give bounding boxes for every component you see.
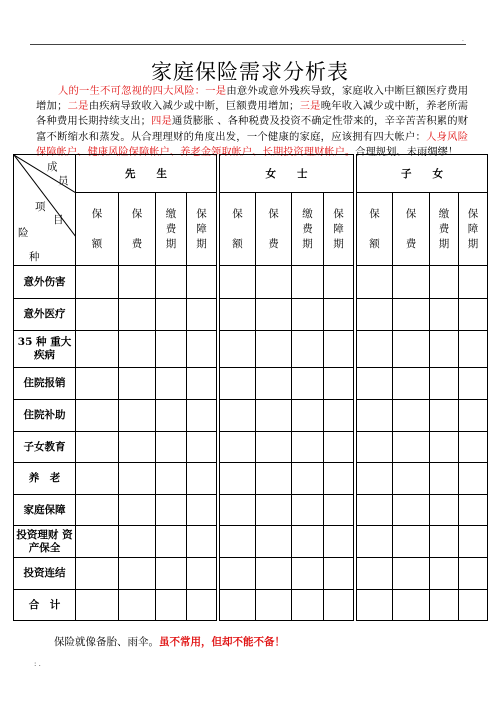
subheader-coverage-term: 保 障 期 <box>187 193 217 266</box>
input-cell[interactable] <box>324 432 354 463</box>
input-cell[interactable] <box>220 368 256 400</box>
input-cell[interactable] <box>459 266 488 299</box>
input-cell[interactable] <box>187 331 217 368</box>
row-label: 意外医疗 <box>14 299 76 331</box>
input-cell[interactable] <box>357 400 393 432</box>
input-cell[interactable] <box>256 432 292 463</box>
input-cell[interactable] <box>357 558 393 590</box>
subheader-premium: 保 费 <box>393 193 430 266</box>
input-cell[interactable] <box>324 400 354 432</box>
input-cell[interactable] <box>220 526 256 558</box>
subheader-payment-term: 缴 费 期 <box>292 193 324 266</box>
input-cell[interactable] <box>292 331 324 368</box>
input-cell[interactable] <box>324 526 354 558</box>
input-cell[interactable] <box>357 266 393 299</box>
table-row <box>14 368 488 400</box>
input-cell[interactable] <box>119 299 156 331</box>
intro-risk-2-label: 二是 <box>67 100 89 113</box>
input-cell[interactable] <box>393 331 430 368</box>
input-cell[interactable] <box>76 558 119 590</box>
input-cell[interactable] <box>459 368 488 400</box>
subheader-sum-insured: 保 额 <box>220 193 256 266</box>
input-cell[interactable] <box>256 266 292 299</box>
input-cell[interactable] <box>430 299 459 331</box>
member-header-wife: 女 士 <box>220 155 354 193</box>
input-cell[interactable] <box>459 331 488 368</box>
input-cell[interactable] <box>357 368 393 400</box>
input-cell[interactable] <box>187 526 217 558</box>
input-cell[interactable] <box>292 266 324 299</box>
input-cell[interactable] <box>459 495 488 526</box>
input-cell[interactable] <box>220 432 256 463</box>
input-cell[interactable] <box>357 299 393 331</box>
input-cell[interactable] <box>156 432 187 463</box>
table-row <box>14 590 488 621</box>
input-cell[interactable] <box>187 590 217 621</box>
input-cell[interactable] <box>220 463 256 495</box>
member-header-children: 子 女 <box>357 155 488 193</box>
input-cell[interactable] <box>76 299 119 331</box>
input-cell[interactable] <box>156 526 187 558</box>
input-cell[interactable] <box>393 558 430 590</box>
input-cell[interactable] <box>76 526 119 558</box>
subheader-sum-insured: 保 额 <box>357 193 393 266</box>
input-cell[interactable] <box>357 432 393 463</box>
subheader-sum-insured: 保 额 <box>76 193 119 266</box>
input-cell[interactable] <box>156 368 187 400</box>
input-cell[interactable] <box>76 331 119 368</box>
input-cell[interactable] <box>119 266 156 299</box>
row-label: 子女教育 <box>14 432 76 463</box>
input-cell[interactable] <box>324 299 354 331</box>
input-cell[interactable] <box>119 495 156 526</box>
subheader-premium: 保 费 <box>119 193 156 266</box>
input-cell[interactable] <box>256 463 292 495</box>
input-cell[interactable] <box>156 495 187 526</box>
input-cell[interactable] <box>256 526 292 558</box>
input-cell[interactable] <box>187 299 217 331</box>
input-cell[interactable] <box>292 526 324 558</box>
input-cell[interactable] <box>459 590 488 621</box>
corner-member-1: 成 <box>47 161 58 173</box>
input-cell[interactable] <box>357 590 393 621</box>
row-label: 意外伤害 <box>14 266 76 299</box>
input-cell[interactable] <box>156 558 187 590</box>
input-cell[interactable] <box>459 299 488 331</box>
input-cell[interactable] <box>324 331 354 368</box>
input-cell[interactable] <box>393 299 430 331</box>
input-cell[interactable] <box>357 463 393 495</box>
input-cell[interactable] <box>156 463 187 495</box>
input-cell[interactable] <box>430 368 459 400</box>
input-cell[interactable] <box>430 495 459 526</box>
input-cell[interactable] <box>119 463 156 495</box>
input-cell[interactable] <box>256 299 292 331</box>
intro-closing: 合理规划、未雨绸缪！ <box>355 145 459 158</box>
corner-item-2: 目 <box>53 214 64 226</box>
input-cell[interactable] <box>156 299 187 331</box>
table-row <box>14 432 488 463</box>
input-cell[interactable] <box>393 590 430 621</box>
input-cell[interactable] <box>119 400 156 432</box>
input-cell[interactable] <box>76 463 119 495</box>
input-cell[interactable] <box>76 368 119 400</box>
subheader-coverage-term: 保 障 期 <box>324 193 354 266</box>
corner-type-1: 险 <box>18 227 29 239</box>
input-cell[interactable] <box>187 432 217 463</box>
input-cell[interactable] <box>292 400 324 432</box>
intro-risk-4-text: 通货膨胀 、各种税费及投资不确定性带来的，辛辛苦苦积累的财富不断缩水和蒸发。从合理理财的角度出发，一个健康的家庭，应该拥有四大帐户： <box>36 115 469 143</box>
input-cell[interactable] <box>119 432 156 463</box>
input-cell[interactable] <box>430 526 459 558</box>
input-cell[interactable] <box>220 266 256 299</box>
input-cell[interactable] <box>393 432 430 463</box>
input-cell[interactable] <box>292 463 324 495</box>
input-cell[interactable] <box>324 368 354 400</box>
corner-member-2: 员 <box>58 175 69 187</box>
row-label: 合 计 <box>14 590 76 621</box>
input-cell[interactable] <box>256 368 292 400</box>
table-row <box>14 299 488 331</box>
input-cell[interactable] <box>76 590 119 621</box>
input-cell[interactable] <box>76 266 119 299</box>
intro-risk-1-text: 由意外或意外残疾导致，家庭收入中断巨额医疗费用增加； <box>36 85 469 113</box>
table-row <box>14 400 488 432</box>
input-cell[interactable] <box>430 432 459 463</box>
row-label: 家庭保障 <box>14 495 76 526</box>
input-cell[interactable] <box>256 495 292 526</box>
input-cell[interactable] <box>459 400 488 432</box>
input-cell[interactable] <box>324 590 354 621</box>
table-row <box>14 495 488 526</box>
input-cell[interactable] <box>119 331 156 368</box>
corner-cell <box>14 155 76 266</box>
insurance-analysis-table <box>13 154 488 621</box>
subheader-payment-term: 缴 费 期 <box>430 193 459 266</box>
table-body <box>14 266 488 621</box>
input-cell[interactable] <box>393 266 430 299</box>
input-cell[interactable] <box>393 526 430 558</box>
input-cell[interactable] <box>459 558 488 590</box>
input-cell[interactable] <box>187 558 217 590</box>
intro-paragraph <box>36 84 468 160</box>
corner-item-1: 项 <box>35 201 46 213</box>
page-title: 家庭保险需求分析表 <box>151 60 349 84</box>
input-cell[interactable] <box>187 495 217 526</box>
input-cell[interactable] <box>393 400 430 432</box>
input-cell[interactable] <box>156 266 187 299</box>
header-rule <box>30 44 466 45</box>
input-cell[interactable] <box>430 400 459 432</box>
input-cell[interactable] <box>220 331 256 368</box>
input-cell[interactable] <box>292 590 324 621</box>
input-cell[interactable] <box>256 590 292 621</box>
input-cell[interactable] <box>459 463 488 495</box>
input-cell[interactable] <box>119 368 156 400</box>
input-cell[interactable] <box>430 590 459 621</box>
footer-note <box>54 634 285 649</box>
input-cell[interactable] <box>357 526 393 558</box>
table-row <box>14 331 488 368</box>
intro-risk-2-text: 由疾病导致收入减少或中断，巨额费用增加； <box>88 100 300 113</box>
input-cell[interactable] <box>256 400 292 432</box>
input-cell[interactable] <box>430 266 459 299</box>
row-label: 35 种 重大疾病 <box>14 331 76 368</box>
input-cell[interactable] <box>324 463 354 495</box>
page-mark-top: · <box>462 38 464 45</box>
input-cell[interactable] <box>459 526 488 558</box>
input-cell[interactable] <box>220 558 256 590</box>
input-cell[interactable] <box>292 299 324 331</box>
page-mark-bottom: : . <box>34 660 41 668</box>
input-cell[interactable] <box>292 432 324 463</box>
footer-text: 保险就像备胎、雨伞。 <box>54 636 159 648</box>
input-cell[interactable] <box>357 495 393 526</box>
table-row <box>14 526 488 558</box>
row-label: 住院报销 <box>14 368 76 400</box>
intro-risk-4-label: 四是 <box>150 115 172 128</box>
input-cell[interactable] <box>324 266 354 299</box>
intro-accounts: 人身风险保障帐户、健康风险保障帐户、养老金领取帐户、长期投资理财帐户。 <box>36 130 469 158</box>
row-label: 住院补助 <box>14 400 76 432</box>
subheader-coverage-term: 保 障 期 <box>459 193 488 266</box>
input-cell[interactable] <box>357 331 393 368</box>
subheader-premium: 保 费 <box>256 193 292 266</box>
input-cell[interactable] <box>256 558 292 590</box>
input-cell[interactable] <box>324 495 354 526</box>
intro-risk-1-label: 一是 <box>205 85 227 97</box>
input-cell[interactable] <box>393 463 430 495</box>
subheader-payment-term: 缴 费 期 <box>156 193 187 266</box>
input-cell[interactable] <box>324 558 354 590</box>
input-cell[interactable] <box>119 558 156 590</box>
table-row <box>14 463 488 495</box>
input-cell[interactable] <box>187 266 217 299</box>
input-cell[interactable] <box>119 590 156 621</box>
row-label: 养 老 <box>14 463 76 495</box>
table-row <box>14 558 488 590</box>
input-cell[interactable] <box>256 331 292 368</box>
row-label: 投资连结 <box>14 558 76 590</box>
input-cell[interactable] <box>187 400 217 432</box>
footer-emphasis: 虽不常用，但却不能不备！ <box>159 636 285 648</box>
input-cell[interactable] <box>292 368 324 400</box>
intro-risk-heading: 人的一生不可忽视的四大风险： <box>58 85 206 97</box>
input-cell[interactable] <box>187 463 217 495</box>
input-cell[interactable] <box>430 463 459 495</box>
input-cell[interactable] <box>76 400 119 432</box>
input-cell[interactable] <box>220 400 256 432</box>
input-cell[interactable] <box>156 400 187 432</box>
input-cell[interactable] <box>187 368 217 400</box>
input-cell[interactable] <box>76 432 119 463</box>
table-row <box>14 266 488 299</box>
corner-type-2: 种 <box>29 251 40 263</box>
input-cell[interactable] <box>76 495 119 526</box>
input-cell[interactable] <box>292 495 324 526</box>
input-cell[interactable] <box>119 526 156 558</box>
input-cell[interactable] <box>156 331 187 368</box>
input-cell[interactable] <box>220 590 256 621</box>
input-cell[interactable] <box>393 495 430 526</box>
input-cell[interactable] <box>459 432 488 463</box>
intro-risk-3-text: 晚年收入减少或中断，养老所需各种费用长期持续支出； <box>36 100 469 128</box>
input-cell[interactable] <box>220 299 256 331</box>
input-cell[interactable] <box>393 368 430 400</box>
input-cell[interactable] <box>430 331 459 368</box>
input-cell[interactable] <box>292 558 324 590</box>
member-header-husband: 先 生 <box>76 155 217 193</box>
input-cell[interactable] <box>220 495 256 526</box>
intro-risk-3-label: 三是 <box>299 100 321 113</box>
input-cell[interactable] <box>156 590 187 621</box>
input-cell[interactable] <box>430 558 459 590</box>
row-label: 投资理财 资产保全 <box>14 526 76 558</box>
